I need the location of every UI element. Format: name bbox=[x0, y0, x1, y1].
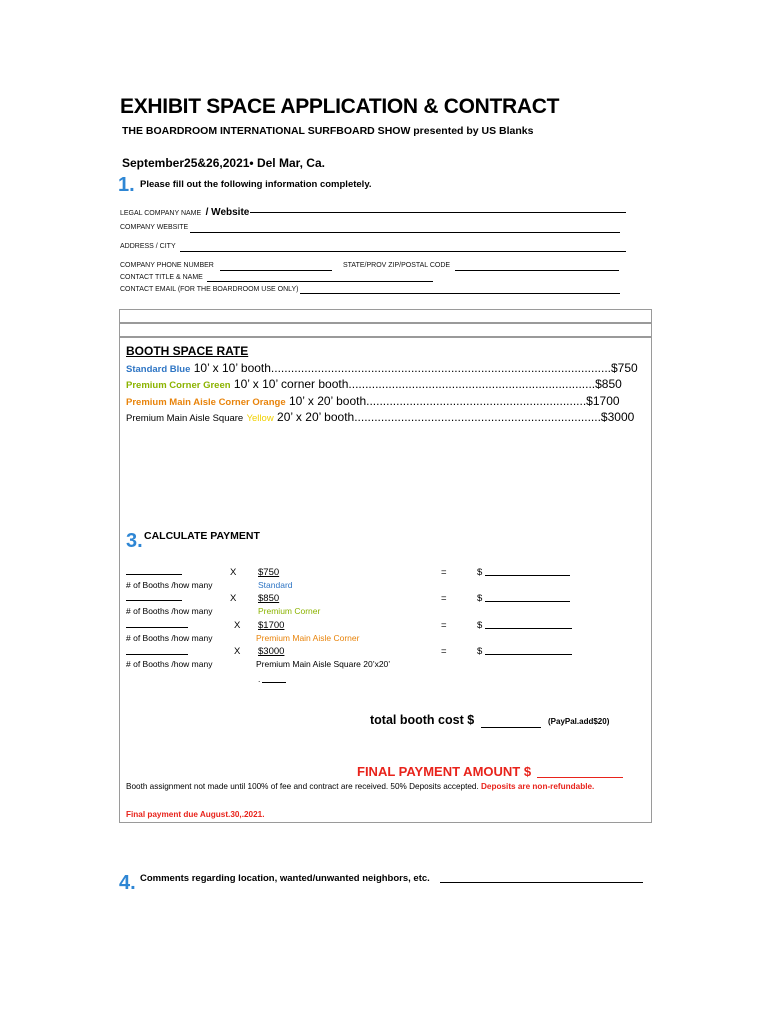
company-website-field[interactable] bbox=[190, 224, 620, 233]
rate-size-standard: 10’ x 10’ booth bbox=[193, 361, 271, 375]
address-city-field[interactable] bbox=[180, 243, 626, 252]
company-phone-field[interactable] bbox=[220, 262, 332, 271]
rate-dots-premium-corner: .......................................................................... bbox=[348, 377, 596, 391]
calc-total-field-main-aisle-square[interactable] bbox=[485, 646, 572, 655]
rate-price-main-aisle-corner: $1700 bbox=[586, 394, 620, 408]
multiply-sign: X bbox=[234, 646, 241, 657]
paypal-note: (PayPal.add$20) bbox=[548, 717, 610, 726]
booth-count-label: # of Booths /how many bbox=[126, 633, 213, 643]
final-payment-field[interactable] bbox=[537, 766, 623, 778]
state-zip-field[interactable] bbox=[455, 262, 619, 271]
calc-price-main-aisle-square: $3000 bbox=[258, 646, 285, 657]
booth-count-label: # of Booths /how many bbox=[126, 659, 213, 669]
legal-company-name-field[interactable] bbox=[250, 204, 626, 213]
calc-total-premium-corner: $ bbox=[477, 593, 483, 604]
rate-price-main-aisle-square: $3000 bbox=[600, 410, 635, 424]
equals-sign: = bbox=[441, 567, 447, 578]
rate-name-main-aisle-square: Premium Main Aisle Square bbox=[126, 413, 244, 424]
address-city-label: ADDRESS / CITY bbox=[120, 243, 176, 250]
section-divider-bottom bbox=[119, 323, 652, 337]
legal-company-name-row bbox=[120, 202, 249, 220]
booth-count-label: # of Booths /how many bbox=[126, 606, 213, 616]
step-1-number: 1. bbox=[118, 174, 135, 196]
rate-price-premium-corner: $850 bbox=[595, 377, 622, 391]
step-3-number: 3. bbox=[126, 530, 143, 552]
calc-price-standard: $750 bbox=[258, 567, 280, 578]
calc-price-main-aisle-corner: $1700 bbox=[258, 620, 285, 631]
page-subtitle: THE BOARDROOM INTERNATIONAL SURFBOARD SHOW presented by US Blanks bbox=[122, 125, 534, 137]
company-phone-label: COMPANY PHONE NUMBER bbox=[120, 262, 214, 269]
calc-total-standard: $ bbox=[477, 567, 483, 578]
final-due-note: Final payment due August.30,.2021. bbox=[126, 810, 265, 819]
calc-label-standard: Standard bbox=[258, 580, 293, 590]
contact-title-field[interactable] bbox=[207, 274, 433, 282]
step-1-instruction: Please fill out the following information completely. bbox=[140, 179, 372, 190]
contact-email-field[interactable] bbox=[300, 286, 620, 294]
page-title: EXHIBIT SPACE APPLICATION & CONTRACT bbox=[120, 95, 560, 118]
assignment-note-row bbox=[126, 782, 594, 791]
multiply-sign: X bbox=[234, 620, 241, 631]
equals-sign: = bbox=[441, 646, 447, 657]
multiply-sign: X bbox=[230, 593, 237, 604]
non-refundable-note: Deposits are non-refundable. bbox=[481, 782, 595, 791]
booth-count-field-standard[interactable] bbox=[126, 566, 182, 575]
booth-count-field-main-aisle-corner[interactable] bbox=[126, 619, 188, 628]
calc-total-field-premium-corner[interactable] bbox=[485, 593, 570, 602]
website-label: / Website bbox=[205, 207, 250, 218]
rate-dots-main-aisle-corner: .................................................................. bbox=[366, 394, 587, 408]
calc-label-main-aisle-square: Premium Main Aisle Square 20’x20’ bbox=[256, 659, 391, 669]
rate-size-main-aisle-corner: 10’ x 20’ booth bbox=[288, 394, 367, 408]
stray-mark: . bbox=[258, 674, 261, 684]
rate-name-standard: Standard Blue bbox=[126, 364, 191, 375]
booth-count-field-premium-corner[interactable] bbox=[126, 592, 182, 601]
calc-total-main-aisle-square: $ bbox=[477, 646, 483, 657]
calc-total-field-main-aisle-corner[interactable] bbox=[485, 620, 572, 629]
step-4-number: 4. bbox=[119, 872, 136, 894]
equals-sign: = bbox=[441, 593, 447, 604]
booth-count-label: # of Booths /how many bbox=[126, 580, 213, 590]
calc-label-main-aisle-corner: Premium Main Aisle Corner bbox=[256, 633, 360, 643]
contact-title-label: CONTACT TITLE & NAME bbox=[120, 274, 203, 281]
total-booth-cost-field[interactable] bbox=[481, 716, 541, 728]
rate-dots-standard: ...................................................................................................... bbox=[270, 361, 611, 375]
event-date-location: September25&26,2021• Del Mar, Ca. bbox=[122, 156, 325, 170]
section-divider-top bbox=[119, 309, 652, 323]
rate-name-yellow-word: Yellow bbox=[246, 413, 274, 424]
rate-name-premium-corner: Premium Corner Green bbox=[126, 380, 231, 391]
calc-price-premium-corner: $850 bbox=[258, 593, 280, 604]
rate-dots-main-aisle-square: .......................................................................... bbox=[354, 410, 601, 424]
comments-field[interactable] bbox=[440, 874, 643, 883]
booth-count-field-main-aisle-square[interactable] bbox=[126, 646, 188, 655]
calc-total-main-aisle-corner: $ bbox=[477, 620, 483, 631]
final-payment-label: FINAL PAYMENT AMOUNT $ bbox=[357, 764, 532, 779]
rate-row-standard bbox=[126, 361, 638, 375]
rate-row-main-aisle-square bbox=[126, 410, 634, 424]
stray-line bbox=[262, 675, 286, 683]
company-website-label: COMPANY WEBSITE bbox=[120, 224, 189, 231]
rate-row-premium-corner bbox=[126, 377, 622, 391]
rate-name-main-aisle-corner: Premium Main Aisle Corner Orange bbox=[126, 397, 286, 408]
rate-row-main-aisle-corner bbox=[126, 394, 620, 408]
assignment-note: Booth assignment not made until 100% of fee and contract are received. 50% Deposits accepted. bbox=[126, 782, 479, 791]
rate-size-main-aisle-square: 20’ x 20’ booth bbox=[277, 410, 355, 424]
multiply-sign: X bbox=[230, 567, 237, 578]
contact-email-label: CONTACT EMAIL (FOR THE BOARDROOM USE ONLY) bbox=[120, 286, 299, 293]
state-zip-label: STATE/PROV ZIP/POSTAL CODE bbox=[343, 262, 451, 269]
rate-size-premium-corner: 10’ x 10’ corner booth bbox=[233, 377, 349, 391]
booth-rate-heading: BOOTH SPACE RATE bbox=[126, 344, 249, 358]
equals-sign: = bbox=[441, 620, 447, 631]
calc-total-field-standard[interactable] bbox=[485, 567, 570, 576]
calc-label-premium-corner: Premium Corner bbox=[258, 606, 321, 616]
rate-price-standard: $750 bbox=[611, 361, 638, 375]
comments-label: Comments regarding location, wanted/unwanted neighbors, etc. bbox=[140, 873, 430, 884]
legal-company-name-label: LEGAL COMPANY NAME bbox=[120, 210, 202, 217]
calculate-payment-heading: CALCULATE PAYMENT bbox=[144, 530, 260, 542]
total-booth-cost-label: total booth cost $ bbox=[370, 713, 475, 727]
